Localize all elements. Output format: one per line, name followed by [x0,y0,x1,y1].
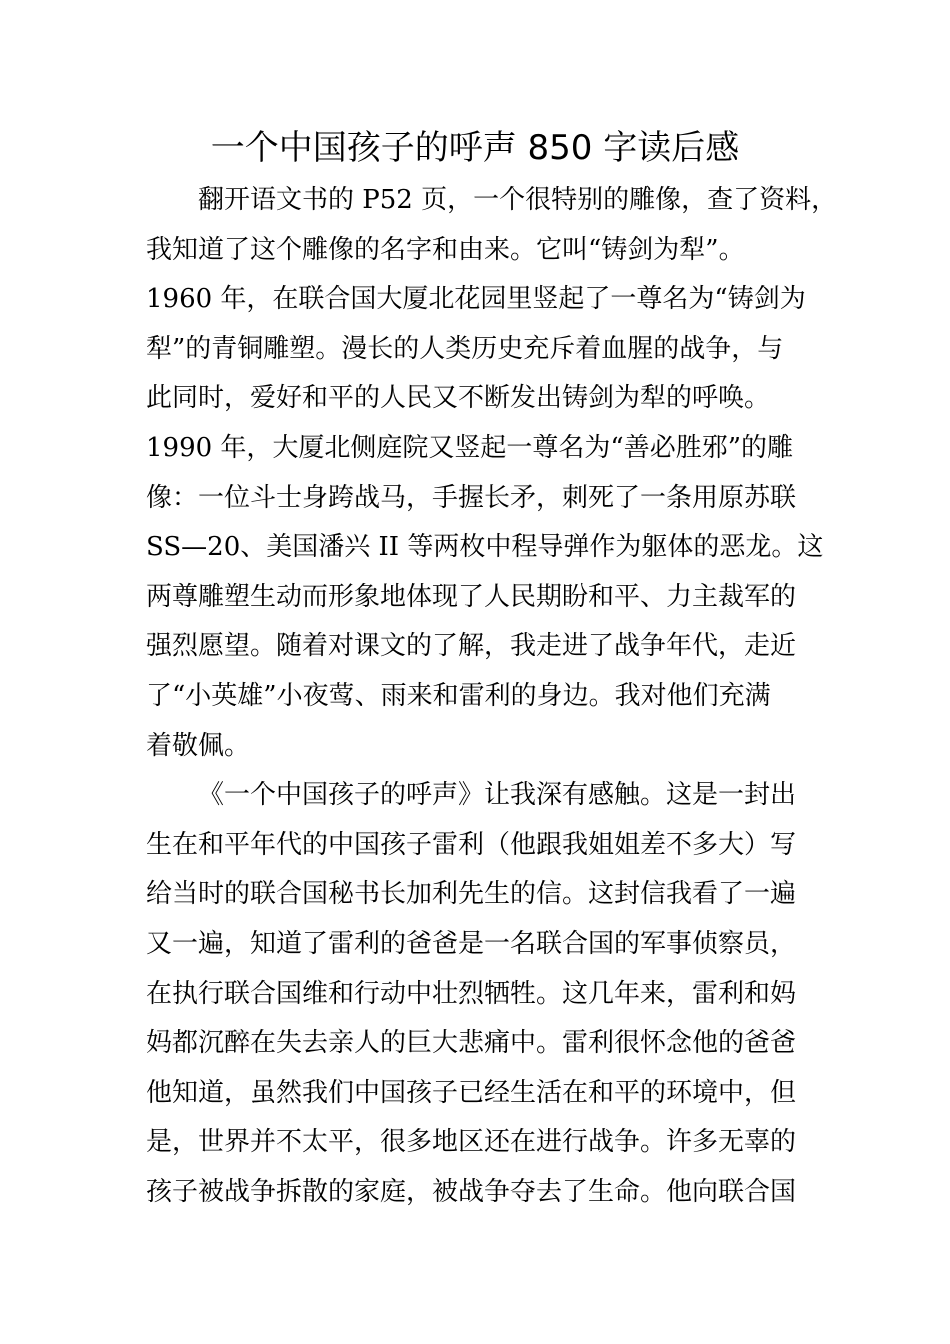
paragraph-line: 孩子被战争拆散的家庭，被战争夺去了生命。他向联合国 [146,1176,797,1207]
paragraph-line: SS—20、美国潘兴 II 等两枚中程导弹作为躯体的恶龙。这 [146,532,824,563]
paragraph-line: 他知道，虽然我们中国孩子已经生活在和平的环境中，但 [146,1077,797,1108]
paragraph-line: 此同时，爱好和平的人民又不断发出铸剑为犁的呼唤。 [146,383,771,414]
paragraph-1 [146,176,838,771]
document-body [146,176,838,1217]
paragraph-line: 强烈愿望。随着对课文的了解，我走进了战争年代，走近 [146,631,797,662]
document-title: 一个中国孩子的呼声 850 字读后感 [210,128,740,168]
paragraph-line: 着敬佩。 [146,730,251,761]
paragraph-line: 妈都沉醉在失去亲人的巨大悲痛中。雷利很怀念他的爸爸 [146,1028,797,1059]
paragraph-line: 给当时的联合国秘书长加利先生的信。这封信我看了一遍 [146,879,797,910]
paragraph-line: 犁”的青铜雕塑。漫长的人类历史充斥着血腥的战争，与 [146,333,784,364]
paragraph-line: 是，世界并不太平，很多地区还在进行战争。许多无辜的 [146,1127,797,1158]
paragraph-line: 两尊雕塑生动而形象地体现了人民期盼和平、力主裁军的 [146,581,797,612]
paragraph-line: 了“小英雄”小夜莺、雨来和雷利的身边。我对他们充满 [146,680,771,711]
paragraph-line: 《一个中国孩子的呼声》让我深有感触。这是一封出 [198,780,797,811]
paragraph-line: 我知道了这个雕像的名字和由来。它叫“铸剑为犁”。 [146,234,745,265]
paragraph-line: 1960 年，在联合国大厦北花园里竖起了一尊名为“铸剑为 [146,284,806,315]
paragraph-2 [146,771,816,1217]
paragraph-line: 像：一位斗士身跨战马，手握长矛，刺死了一条用原苏联 [146,482,797,513]
paragraph-line: 1990 年，大厦北侧庭院又竖起一尊名为“善必胜邪”的雕 [146,432,794,463]
paragraph-line: 生在和平年代的中国孩子雷利（他跟我姐姐差不多大）写 [146,829,797,860]
paragraph-line: 又一遍，知道了雷利的爸爸是一名联合国的军事侦察员， [146,928,797,959]
paragraph-line: 翻开语文书的 P52 页，一个很特别的雕像，查了资料， [198,185,838,215]
paragraph-line: 在执行联合国维和行动中壮烈牺牲。这几年来，雷利和妈 [146,978,797,1009]
